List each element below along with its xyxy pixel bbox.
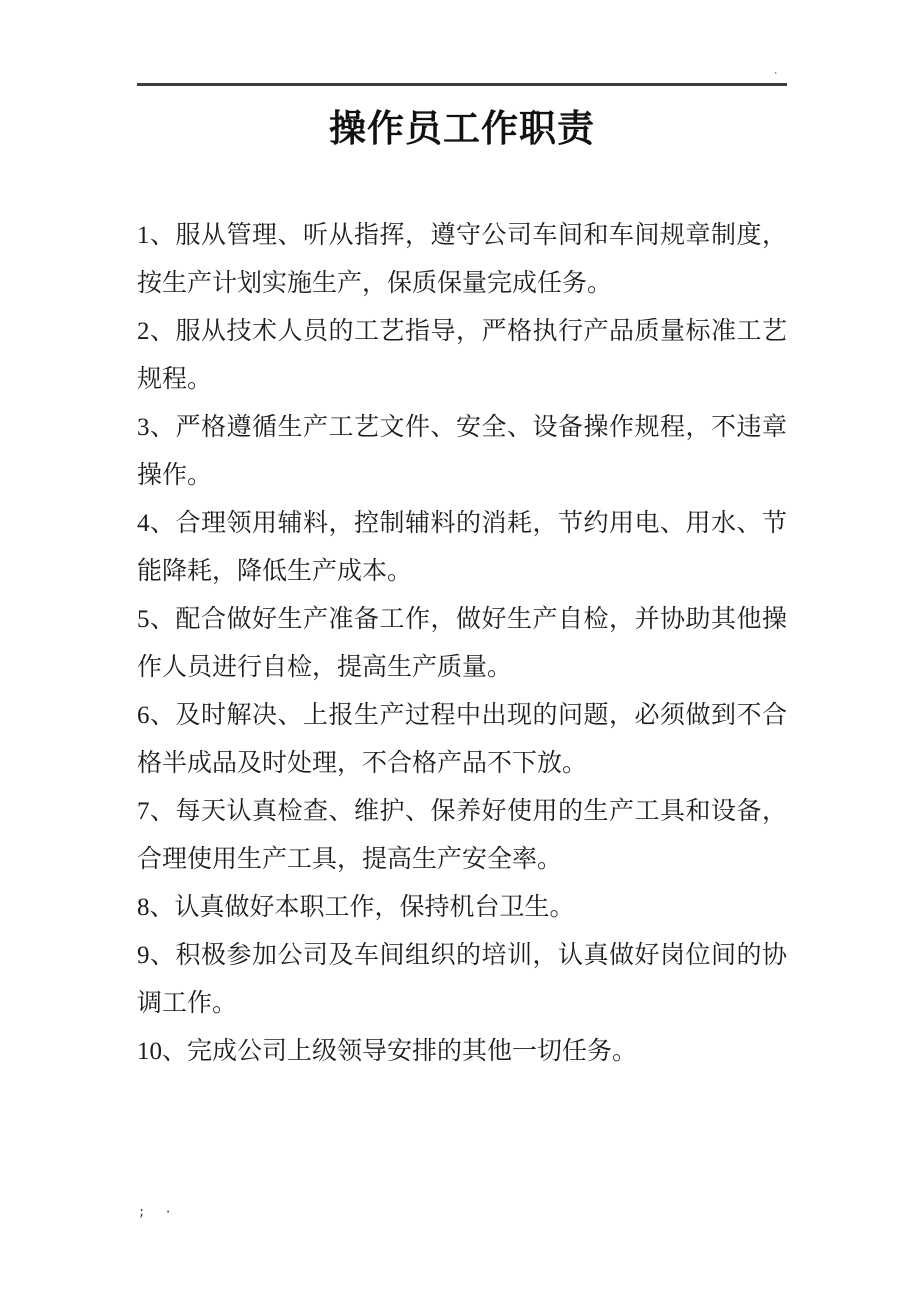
responsibility-item-1: 1、服从管理、听从指挥，遵守公司车间和车间规章制度，按生产计划实施生产，保质保量完成任务。 — [137, 222, 787, 297]
footer-artifact-marks: ; · — [138, 1205, 178, 1219]
responsibility-item-4: 4、合理领用辅料，控制辅料的消耗，节约用电、用水、节能降耗，降低生产成本。 — [137, 510, 787, 585]
header-artifact-dot: · — [773, 69, 779, 79]
responsibility-item-9: 9、积极参加公司及车间组织的培训，认真做好岗位间的协调工作。 — [137, 942, 787, 1017]
page-title: 操作员工作职责 — [329, 109, 595, 150]
responsibility-item-7: 7、每天认真检查、维护、保养好使用的生产工具和设备，合理使用生产工具，提高生产安全率。 — [137, 798, 787, 873]
responsibility-item-6: 6、及时解决、上报生产过程中出现的问题，必须做到不合格半成品及时处理，不合格产品不下放。 — [137, 702, 787, 777]
responsibility-item-5: 5、配合做好生产准备工作，做好生产自检，并协助其他操作人员进行自检，提高生产质量。 — [137, 606, 787, 681]
responsibility-item-10: 10、完成公司上级领导安排的其他一切任务。 — [137, 1038, 638, 1065]
responsibility-item-3: 3、严格遵循生产工艺文件、安全、设备操作规程，不违章操作。 — [137, 414, 787, 489]
document-body — [137, 212, 787, 1076]
header-rule-divider — [137, 83, 787, 86]
responsibility-item-8: 8、认真做好本职工作，保持机台卫生。 — [137, 894, 575, 921]
responsibility-item-2: 2、服从技术人员的工艺指导，严格执行产品质量标准工艺规程。 — [137, 318, 787, 393]
